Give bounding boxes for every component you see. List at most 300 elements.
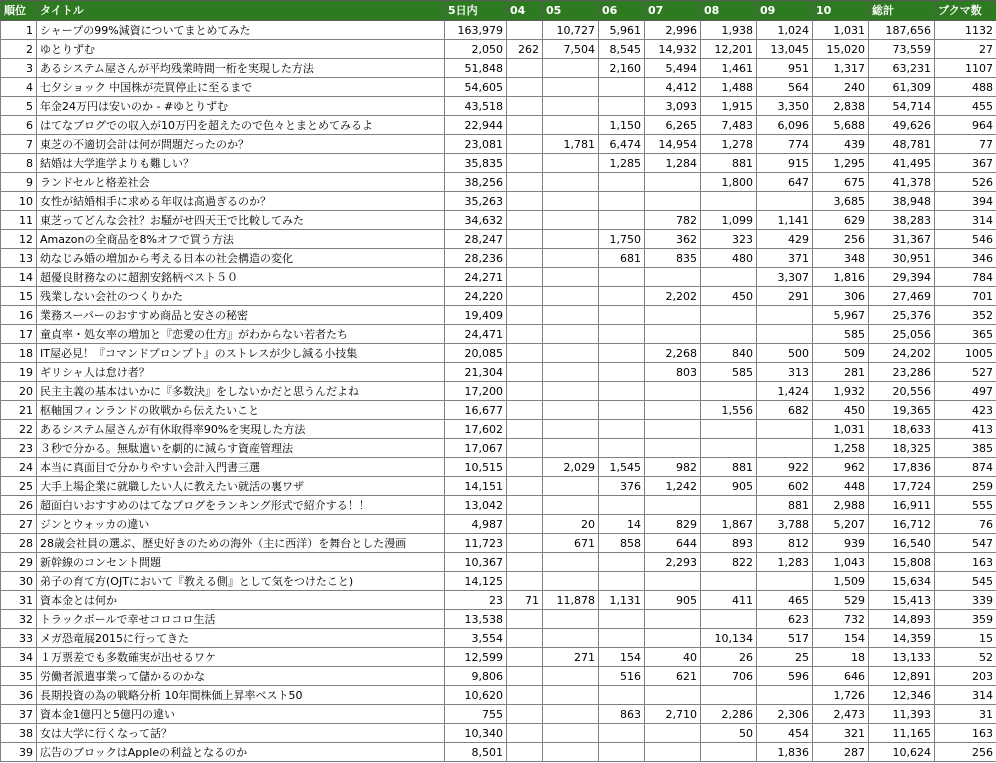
m08-cell: 840: [701, 344, 757, 363]
m09-cell: 517: [757, 629, 813, 648]
header-05: 05: [543, 1, 599, 21]
title-cell: はてなブログでの収入が10万円を超えたので色々とまとめてみるよ: [37, 116, 445, 135]
m08-cell: [701, 306, 757, 325]
m08-cell: 12,201: [701, 40, 757, 59]
m09-cell: 500: [757, 344, 813, 363]
m07-cell: [645, 382, 701, 401]
m09-cell: 647: [757, 173, 813, 192]
m05-cell: [543, 59, 599, 78]
rank-cell: 30: [1, 572, 37, 591]
m10-cell: 18: [813, 648, 869, 667]
total-cell: 41,495: [869, 154, 935, 173]
table-row: [1, 591, 996, 610]
total-cell: 23,286: [869, 363, 935, 382]
table-row: [1, 458, 996, 477]
m09-cell: [757, 686, 813, 705]
m09-cell: 291: [757, 287, 813, 306]
m08-cell: [701, 743, 757, 762]
5days-cell: 9,806: [445, 667, 507, 686]
5days-cell: 11,723: [445, 534, 507, 553]
m04-cell: [507, 287, 543, 306]
m09-cell: 602: [757, 477, 813, 496]
total-cell: 16,712: [869, 515, 935, 534]
table-row: [1, 78, 996, 97]
total-cell: 13,133: [869, 648, 935, 667]
bookmarks-cell: 497: [935, 382, 996, 401]
total-cell: 54,714: [869, 97, 935, 116]
m09-cell: 313: [757, 363, 813, 382]
header-04: 04: [507, 1, 543, 21]
m07-cell: 621: [645, 667, 701, 686]
m04-cell: [507, 420, 543, 439]
m05-cell: 2,029: [543, 458, 599, 477]
m09-cell: 454: [757, 724, 813, 743]
rank-cell: 31: [1, 591, 37, 610]
m05-cell: [543, 173, 599, 192]
m08-cell: [701, 420, 757, 439]
total-cell: 30,951: [869, 249, 935, 268]
m05-cell: [543, 78, 599, 97]
title-cell: 年金24万円は安いのか - #ゆとりずむ: [37, 97, 445, 116]
m10-cell: 240: [813, 78, 869, 97]
5days-cell: 23,081: [445, 135, 507, 154]
5days-cell: 8,501: [445, 743, 507, 762]
m06-cell: 858: [599, 534, 645, 553]
title-cell: １万票差でも多数確実が出せるワケ: [37, 648, 445, 667]
title-cell: 本当に真面目で分かりやすい会計入門書三選: [37, 458, 445, 477]
table-row: [1, 515, 996, 534]
title-cell: 業務スーパーのおすすめ商品と安さの秘密: [37, 306, 445, 325]
total-cell: 17,836: [869, 458, 935, 477]
5days-cell: 19,409: [445, 306, 507, 325]
m09-cell: 6,096: [757, 116, 813, 135]
m08-cell: 822: [701, 553, 757, 572]
m07-cell: [645, 629, 701, 648]
m10-cell: 1,258: [813, 439, 869, 458]
m05-cell: [543, 439, 599, 458]
m04-cell: [507, 648, 543, 667]
table-row: [1, 135, 996, 154]
total-cell: 187,656: [869, 21, 935, 40]
m09-cell: 3,350: [757, 97, 813, 116]
m10-cell: 348: [813, 249, 869, 268]
m04-cell: [507, 78, 543, 97]
m07-cell: 14,932: [645, 40, 701, 59]
m05-cell: [543, 249, 599, 268]
title-cell: 七夕ショック 中国株が売買停止に至るまで: [37, 78, 445, 97]
title-cell: 東芝ってどんな会社？お騒がせ四天王で比較してみた: [37, 211, 445, 230]
m09-cell: 1,424: [757, 382, 813, 401]
title-cell: 新幹線のコンセント問題: [37, 553, 445, 572]
title-cell: 女性が結婚相手に求める年収は高過ぎるのか？: [37, 192, 445, 211]
m04-cell: [507, 21, 543, 40]
m09-cell: 812: [757, 534, 813, 553]
table-row: [1, 325, 996, 344]
rank-cell: 4: [1, 78, 37, 97]
5days-cell: 10,340: [445, 724, 507, 743]
5days-cell: 3,554: [445, 629, 507, 648]
m06-cell: 863: [599, 705, 645, 724]
m08-cell: [701, 192, 757, 211]
bookmarks-cell: 52: [935, 648, 996, 667]
m08-cell: [701, 268, 757, 287]
title-cell: ３秒で分かる。無駄遣いを劇的に減らす資産管理法: [37, 439, 445, 458]
table-header: [1, 1, 996, 21]
m06-cell: [599, 420, 645, 439]
title-cell: 広告のブロックはAppleの利益となるのか: [37, 743, 445, 762]
m04-cell: [507, 515, 543, 534]
table-row: [1, 648, 996, 667]
5days-cell: 12,599: [445, 648, 507, 667]
title-cell: 労働者派遣事業って儲かるのかな: [37, 667, 445, 686]
total-cell: 10,624: [869, 743, 935, 762]
m09-cell: 465: [757, 591, 813, 610]
m10-cell: 1,031: [813, 21, 869, 40]
table-row: [1, 287, 996, 306]
m10-cell: 154: [813, 629, 869, 648]
rank-cell: 28: [1, 534, 37, 553]
m08-cell: [701, 686, 757, 705]
rank-cell: 39: [1, 743, 37, 762]
table-row: [1, 420, 996, 439]
rank-cell: 11: [1, 211, 37, 230]
m07-cell: [645, 610, 701, 629]
5days-cell: 16,677: [445, 401, 507, 420]
m08-cell: 1,938: [701, 21, 757, 40]
m08-cell: [701, 325, 757, 344]
m07-cell: [645, 306, 701, 325]
title-cell: 資本金とは何か: [37, 591, 445, 610]
m10-cell: 439: [813, 135, 869, 154]
bookmarks-cell: 314: [935, 211, 996, 230]
m04-cell: [507, 97, 543, 116]
rank-cell: 37: [1, 705, 37, 724]
m07-cell: 644: [645, 534, 701, 553]
m08-cell: 1,278: [701, 135, 757, 154]
m07-cell: [645, 496, 701, 515]
m08-cell: 893: [701, 534, 757, 553]
bookmarks-cell: 31: [935, 705, 996, 724]
bookmarks-cell: 547: [935, 534, 996, 553]
total-cell: 14,359: [869, 629, 935, 648]
rank-cell: 13: [1, 249, 37, 268]
m06-cell: 516: [599, 667, 645, 686]
bookmarks-cell: 256: [935, 743, 996, 762]
m10-cell: 1,317: [813, 59, 869, 78]
m10-cell: 256: [813, 230, 869, 249]
table-row: [1, 59, 996, 78]
m04-cell: [507, 458, 543, 477]
bookmarks-cell: 339: [935, 591, 996, 610]
m08-cell: 1,867: [701, 515, 757, 534]
m07-cell: [645, 173, 701, 192]
m06-cell: [599, 78, 645, 97]
rank-cell: 24: [1, 458, 37, 477]
m08-cell: 480: [701, 249, 757, 268]
m05-cell: [543, 724, 599, 743]
m05-cell: [543, 610, 599, 629]
m05-cell: [543, 344, 599, 363]
m06-cell: [599, 211, 645, 230]
m04-cell: [507, 192, 543, 211]
m09-cell: 922: [757, 458, 813, 477]
m08-cell: 881: [701, 154, 757, 173]
rank-cell: 6: [1, 116, 37, 135]
m08-cell: [701, 496, 757, 515]
m06-cell: [599, 439, 645, 458]
total-cell: 19,365: [869, 401, 935, 420]
m07-cell: 3,093: [645, 97, 701, 116]
m06-cell: 154: [599, 648, 645, 667]
bookmarks-cell: 346: [935, 249, 996, 268]
rank-cell: 2: [1, 40, 37, 59]
table-row: [1, 192, 996, 211]
rank-cell: 12: [1, 230, 37, 249]
m04-cell: [507, 496, 543, 515]
m05-cell: [543, 268, 599, 287]
m09-cell: 1,836: [757, 743, 813, 762]
m04-cell: [507, 401, 543, 420]
5days-cell: 34,632: [445, 211, 507, 230]
title-cell: 東芝の不適切会計は何が問題だったのか？: [37, 135, 445, 154]
table-row: [1, 496, 996, 515]
bookmarks-cell: 423: [935, 401, 996, 420]
total-cell: 29,394: [869, 268, 935, 287]
header-06: 06: [599, 1, 645, 21]
total-cell: 48,781: [869, 135, 935, 154]
m10-cell: 1,295: [813, 154, 869, 173]
m04-cell: [507, 686, 543, 705]
5days-cell: 54,605: [445, 78, 507, 97]
table-row: [1, 154, 996, 173]
total-cell: 38,948: [869, 192, 935, 211]
title-cell: Amazonの全商品を8%オフで買う方法: [37, 230, 445, 249]
rank-cell: 14: [1, 268, 37, 287]
m04-cell: [507, 610, 543, 629]
total-cell: 25,376: [869, 306, 935, 325]
total-cell: 20,556: [869, 382, 935, 401]
total-cell: 38,283: [869, 211, 935, 230]
m04-cell: [507, 629, 543, 648]
m07-cell: [645, 325, 701, 344]
5days-cell: 13,538: [445, 610, 507, 629]
m07-cell: 2,710: [645, 705, 701, 724]
m06-cell: [599, 325, 645, 344]
m05-cell: 10,727: [543, 21, 599, 40]
table-row: [1, 439, 996, 458]
table-row: [1, 230, 996, 249]
total-cell: 49,626: [869, 116, 935, 135]
bookmarks-cell: 259: [935, 477, 996, 496]
table-row: [1, 344, 996, 363]
m06-cell: [599, 287, 645, 306]
m07-cell: 40: [645, 648, 701, 667]
m10-cell: 281: [813, 363, 869, 382]
m10-cell: 321: [813, 724, 869, 743]
rank-cell: 10: [1, 192, 37, 211]
m04-cell: 71: [507, 591, 543, 610]
table-row: [1, 97, 996, 116]
m04-cell: 262: [507, 40, 543, 59]
m10-cell: 1,932: [813, 382, 869, 401]
m08-cell: [701, 610, 757, 629]
5days-cell: 13,042: [445, 496, 507, 515]
m08-cell: 323: [701, 230, 757, 249]
5days-cell: 43,518: [445, 97, 507, 116]
m09-cell: 2,306: [757, 705, 813, 724]
total-cell: 41,378: [869, 173, 935, 192]
m10-cell: 939: [813, 534, 869, 553]
title-cell: 弟子の育て方(OJTにおいて『教える側』として気をつけたこと): [37, 572, 445, 591]
title-cell: あるシステム屋さんが平均残業時間一桁を実現した方法: [37, 59, 445, 78]
rank-cell: 18: [1, 344, 37, 363]
bookmarks-cell: 1005: [935, 344, 996, 363]
m07-cell: 5,494: [645, 59, 701, 78]
header-07: 07: [645, 1, 701, 21]
rank-cell: 27: [1, 515, 37, 534]
table-row: [1, 249, 996, 268]
bookmarks-cell: 163: [935, 724, 996, 743]
m09-cell: [757, 420, 813, 439]
5days-cell: 21,304: [445, 363, 507, 382]
m07-cell: 6,265: [645, 116, 701, 135]
total-cell: 25,056: [869, 325, 935, 344]
m06-cell: 14: [599, 515, 645, 534]
m05-cell: [543, 705, 599, 724]
table-row: [1, 629, 996, 648]
m10-cell: 2,988: [813, 496, 869, 515]
5days-cell: 4,987: [445, 515, 507, 534]
header-row: [1, 1, 996, 21]
m07-cell: [645, 420, 701, 439]
m08-cell: 1,915: [701, 97, 757, 116]
bookmarks-cell: 77: [935, 135, 996, 154]
bookmarks-cell: 526: [935, 173, 996, 192]
m08-cell: 450: [701, 287, 757, 306]
bookmarks-cell: 455: [935, 97, 996, 116]
m08-cell: 881: [701, 458, 757, 477]
m10-cell: 5,967: [813, 306, 869, 325]
m07-cell: 2,996: [645, 21, 701, 40]
table-row: [1, 363, 996, 382]
m04-cell: [507, 743, 543, 762]
m10-cell: 2,473: [813, 705, 869, 724]
m06-cell: [599, 743, 645, 762]
m05-cell: 671: [543, 534, 599, 553]
m08-cell: 1,461: [701, 59, 757, 78]
m07-cell: [645, 686, 701, 705]
m06-cell: [599, 344, 645, 363]
m10-cell: 509: [813, 344, 869, 363]
m06-cell: [599, 553, 645, 572]
title-cell: 長期投資の為の戦略分析 10年間株価上昇率ベスト50: [37, 686, 445, 705]
m05-cell: [543, 192, 599, 211]
m10-cell: 585: [813, 325, 869, 344]
m07-cell: 1,284: [645, 154, 701, 173]
m09-cell: 25: [757, 648, 813, 667]
m05-cell: [543, 553, 599, 572]
total-cell: 11,165: [869, 724, 935, 743]
m04-cell: [507, 135, 543, 154]
table-row: [1, 382, 996, 401]
total-cell: 27,469: [869, 287, 935, 306]
m08-cell: 411: [701, 591, 757, 610]
header-bookmarks: ブクマ数: [935, 1, 996, 21]
m07-cell: 1,242: [645, 477, 701, 496]
rank-cell: 9: [1, 173, 37, 192]
m05-cell: [543, 420, 599, 439]
m10-cell: 1,031: [813, 420, 869, 439]
m04-cell: [507, 173, 543, 192]
m05-cell: [543, 325, 599, 344]
5days-cell: 17,602: [445, 420, 507, 439]
m10-cell: 450: [813, 401, 869, 420]
bookmarks-cell: 555: [935, 496, 996, 515]
m04-cell: [507, 211, 543, 230]
m09-cell: 1,283: [757, 553, 813, 572]
title-cell: 女は大学に行くなって話？: [37, 724, 445, 743]
bookmarks-cell: 527: [935, 363, 996, 382]
m09-cell: [757, 572, 813, 591]
m09-cell: 682: [757, 401, 813, 420]
m10-cell: 3,685: [813, 192, 869, 211]
table-row: [1, 40, 996, 59]
m06-cell: 681: [599, 249, 645, 268]
m05-cell: [543, 211, 599, 230]
m10-cell: 5,688: [813, 116, 869, 135]
m08-cell: 1,800: [701, 173, 757, 192]
header-5days: 5日内: [445, 1, 507, 21]
m06-cell: [599, 268, 645, 287]
m07-cell: 905: [645, 591, 701, 610]
m06-cell: 2,160: [599, 59, 645, 78]
m05-cell: [543, 572, 599, 591]
m10-cell: 1,043: [813, 553, 869, 572]
title-cell: ゆとりずむ: [37, 40, 445, 59]
m05-cell: [543, 363, 599, 382]
m09-cell: [757, 192, 813, 211]
m06-cell: 6,474: [599, 135, 645, 154]
m04-cell: [507, 268, 543, 287]
m07-cell: 982: [645, 458, 701, 477]
5days-cell: 755: [445, 705, 507, 724]
rank-cell: 36: [1, 686, 37, 705]
5days-cell: 24,471: [445, 325, 507, 344]
m10-cell: 962: [813, 458, 869, 477]
total-cell: 61,309: [869, 78, 935, 97]
title-cell: あるシステム屋さんが有休取得率90%を実現した方法: [37, 420, 445, 439]
title-cell: 超面白いおすすめのはてなブログをランキング形式で紹介する！！: [37, 496, 445, 515]
m05-cell: [543, 382, 599, 401]
total-cell: 12,346: [869, 686, 935, 705]
m08-cell: 905: [701, 477, 757, 496]
5days-cell: 35,835: [445, 154, 507, 173]
m06-cell: [599, 382, 645, 401]
total-cell: 15,808: [869, 553, 935, 572]
bookmarks-cell: 359: [935, 610, 996, 629]
m06-cell: [599, 401, 645, 420]
m05-cell: [543, 667, 599, 686]
table-row: [1, 686, 996, 705]
m04-cell: [507, 230, 543, 249]
table-row: [1, 306, 996, 325]
m08-cell: [701, 572, 757, 591]
title-cell: 童貞率・処女率の増加と『恋愛の仕方』がわからない若者たち: [37, 325, 445, 344]
rank-cell: 20: [1, 382, 37, 401]
table-row: [1, 667, 996, 686]
rank-cell: 26: [1, 496, 37, 515]
bookmarks-cell: 394: [935, 192, 996, 211]
